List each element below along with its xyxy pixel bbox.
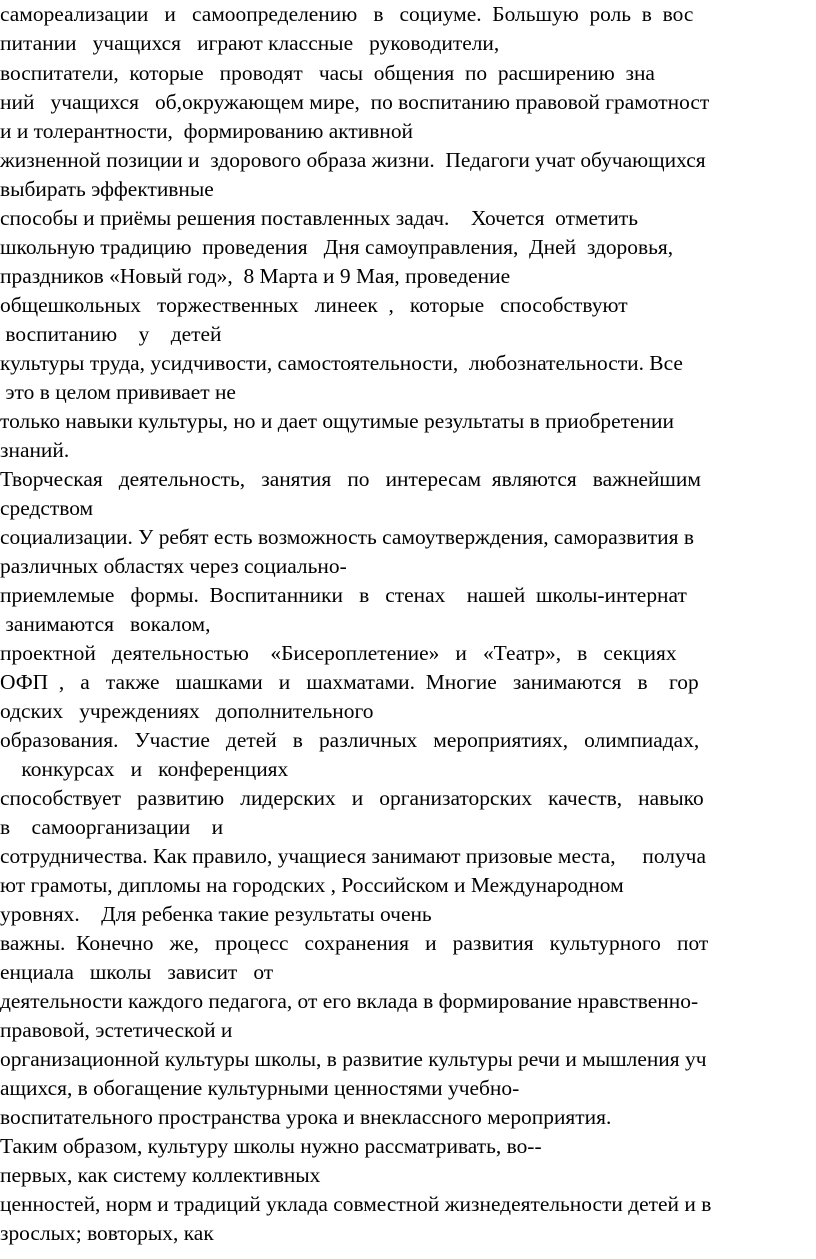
text-line: школьную традицию проведения Дня самоуправления, Дней здоровья,	[0, 235, 674, 259]
text-line: приемлемые формы. Воспитанники в стенах нашей школы-интернат	[0, 583, 687, 607]
text-line: различных областях через социально-	[0, 554, 347, 578]
text-line: енциала школы зависит от	[0, 960, 274, 984]
text-line: питании учащихся играют классные руководители,	[0, 31, 500, 55]
text-line: и и толерантности, формированию активной	[0, 119, 414, 143]
text-line: жизненной позиции и здорового образа жизни. Педагоги учат обучающихся	[0, 148, 706, 172]
text-line: знаний.	[0, 438, 70, 462]
text-line: выбирать эффективные	[0, 177, 214, 201]
text-line: ний учащихся об,окружающем мире, по воспитанию правовой грамотност	[0, 90, 710, 114]
text-line: важны. Конечно же, процесс сохранения и развития культурного пот	[0, 931, 709, 955]
text-line: способствует развитию лидерских и организаторских качеств, навыко	[0, 786, 704, 810]
text-line: ОФП , а также шашками и шахматами. Многие занимаются в гор	[0, 670, 699, 694]
text-line: воспитанию у детей	[0, 322, 222, 346]
text-line: Творческая деятельность, занятия по интересам являются важнейшим	[0, 467, 701, 491]
text-line: ют грамоты, дипломы на городских , Российском и Международном	[0, 873, 624, 897]
text-line: зрослых; вовторых, как	[0, 1221, 214, 1245]
text-line: Таким образом, культуру школы нужно рассматривать, во--	[0, 1134, 542, 1158]
text-line: сотрудничества. Как правило, учащиеся занимают призовые места, получа	[0, 844, 706, 868]
text-line: первых, как систему коллективных	[0, 1163, 321, 1187]
text-line: воспитатели, которые проводят часы общения по расширению зна	[0, 61, 655, 85]
text-line: ценностей, норм и традиций уклада совместной жизнедеятельности детей и в	[0, 1192, 712, 1216]
text-line: занимаются вокалом,	[0, 612, 211, 636]
text-line: организационной культуры школы, в развитие культуры речи и мышления уч	[0, 1047, 707, 1071]
text-line: способы и приёмы решения поставленных задач. Хочется отметить	[0, 206, 639, 230]
text-line: общешкольных торжественных линеек , которые способствуют	[0, 293, 628, 317]
text-line: средством	[0, 496, 94, 520]
text-line: конкурсах и конференциях	[0, 757, 289, 781]
text-line: ащихся, в обогащение культурными ценностями учебно-	[0, 1076, 520, 1100]
text-line: это в целом прививает не	[0, 380, 236, 404]
text-line: самореализации и самоопределению в социуме. Большую роль в вос	[0, 2, 694, 26]
text-line: воспитательного пространства урока и внеклассного мероприятия.	[0, 1105, 612, 1129]
text-line: праздников «Новый год», 8 Марта и 9 Мая, проведение	[0, 264, 511, 288]
text-line: социализации. У ребят есть возможность самоутверждения, саморазвития в	[0, 525, 694, 549]
text-line: в самоорганизации и	[0, 815, 224, 839]
text-line: только навыки культуры, но и дает ощутимые результаты в приобретении	[0, 409, 674, 433]
text-line: деятельности каждого педагога, от его вклада в формирование нравственно-	[0, 989, 699, 1013]
text-line: проектной деятельностью «Бисероплетение» и «Театр», в секциях	[0, 641, 677, 665]
text-line: культуры труда, усидчивости, самостоятельности, любознательности. Все	[0, 351, 683, 375]
text-line: одских учреждениях дополнительного	[0, 699, 374, 723]
text-line: правовой, эстетической и	[0, 1018, 233, 1042]
text-line: уровнях. Для ребенка такие результаты очень	[0, 902, 432, 926]
text-line: образования. Участие детей в различных мероприятиях, олимпиадах,	[0, 728, 700, 752]
